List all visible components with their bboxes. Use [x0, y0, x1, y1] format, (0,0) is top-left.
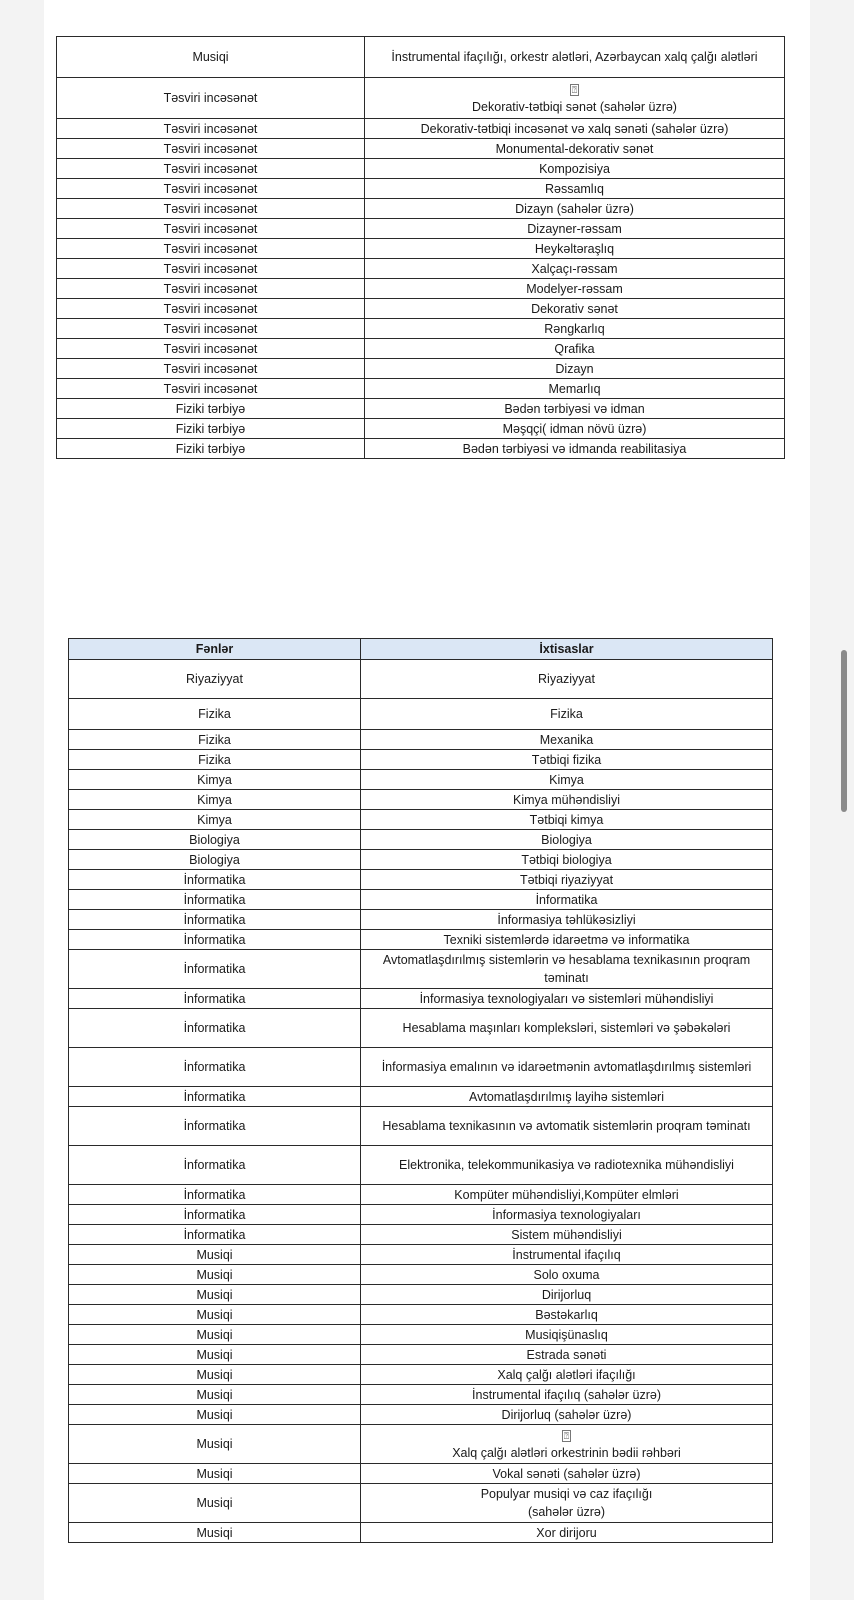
subject-cell: Təsviri incəsənət	[57, 299, 365, 319]
table-row	[69, 1405, 773, 1425]
specialty-cell: Fizika	[361, 699, 773, 730]
table-row	[57, 37, 785, 78]
table-row	[57, 259, 785, 279]
subjects-specialties-table	[68, 638, 773, 1543]
specialty-cell: İnformatika	[361, 890, 773, 910]
specialty-cell: Riyaziyyat	[361, 660, 773, 699]
subject-cell: Təsviri incəsənət	[57, 339, 365, 359]
subject-cell: Təsviri incəsənət	[57, 159, 365, 179]
specialty-cell: Vokal sənəti (sahələr üzrə)	[361, 1464, 773, 1484]
table-row	[69, 950, 773, 989]
table-row	[69, 870, 773, 890]
specialty-cell: Solo oxuma	[361, 1265, 773, 1285]
table-row	[57, 299, 785, 319]
specialty-cell: İnformasiya texnologiyaları və sistemləri mühəndisliyi	[361, 989, 773, 1009]
column-header-subjects: Fənlər	[69, 639, 361, 660]
table-row	[57, 159, 785, 179]
subject-cell: Təsviri incəsənət	[57, 139, 365, 159]
specialty-cell: Musiqişünaslıq	[361, 1325, 773, 1345]
specialty-cell: Rəngkarlıq	[365, 319, 785, 339]
specialty-cell: Monumental-dekorativ sənət	[365, 139, 785, 159]
table-row	[69, 1425, 773, 1464]
specialty-cell: İnformasiya texnologiyaları	[361, 1205, 773, 1225]
specialty-cell: Kompüter mühəndisliyi,Kompüter elmləri	[361, 1185, 773, 1205]
specialty-cell: Dirijorluq	[361, 1285, 773, 1305]
table-row	[57, 379, 785, 399]
specialty-cell: Tətbiqi fizika	[361, 750, 773, 770]
subject-cell: Təsviri incəsənət	[57, 179, 365, 199]
subject-cell: Fiziki tərbiyə	[57, 419, 365, 439]
table-row	[69, 1325, 773, 1345]
subject-cell: İnformatika	[69, 1225, 361, 1245]
table-row	[69, 1087, 773, 1107]
subject-cell: Təsviri incəsənət	[57, 319, 365, 339]
specialty-cell: Mexanika	[361, 730, 773, 750]
subject-cell: Təsviri incəsənət	[57, 279, 365, 299]
table-row	[69, 930, 773, 950]
specialty-cell: Kimya	[361, 770, 773, 790]
specialty-cell: Hesablama maşınları kompleksləri, sistemləri və şəbəkələri	[361, 1009, 773, 1048]
missing-glyph-icon: ⍰	[563, 1431, 570, 1441]
specialty-cell: Populyar musiqi və caz ifaçılığı (sahələr üzrə)	[361, 1484, 773, 1523]
specialty-cell: Elektronika, telekommunikasiya və radiotexnika mühəndisliyi	[361, 1146, 773, 1185]
specialty-cell: Modelyer-rəssam	[365, 279, 785, 299]
subject-cell: Riyaziyyat	[69, 660, 361, 699]
specialty-cell: Hesablama texnikasının və avtomatik sistemlərin proqram təminatı	[361, 1107, 773, 1146]
specialty-cell: Dirijorluq (sahələr üzrə)	[361, 1405, 773, 1425]
table-row	[57, 319, 785, 339]
table-row	[57, 219, 785, 239]
specialty-cell: Heykəltəraşlıq	[365, 239, 785, 259]
table-row	[57, 439, 785, 459]
specialty-cell: Dizayn (sahələr üzrə)	[365, 199, 785, 219]
subject-cell: Musiqi	[69, 1305, 361, 1325]
subject-cell: Fizika	[69, 730, 361, 750]
specialty-cell: Xalçaçı-rəssam	[365, 259, 785, 279]
table-row	[57, 199, 785, 219]
table-row	[69, 1245, 773, 1265]
subject-cell: Musiqi	[69, 1523, 361, 1543]
table-row	[69, 790, 773, 810]
subject-cell: Fiziki tərbiyə	[57, 439, 365, 459]
column-header-specialties: İxtisaslar	[361, 639, 773, 660]
table-row	[69, 1464, 773, 1484]
specialty-cell: Sistem mühəndisliyi	[361, 1225, 773, 1245]
specialty-cell: Rəssamlıq	[365, 179, 785, 199]
subject-cell: Təsviri incəsənət	[57, 78, 365, 119]
table-header-row	[69, 639, 773, 660]
subject-cell: Kimya	[69, 770, 361, 790]
table-row	[69, 1205, 773, 1225]
specialty-cell: Biologiya	[361, 830, 773, 850]
table-row	[69, 1107, 773, 1146]
subject-cell: Musiqi	[69, 1405, 361, 1425]
subject-cell: İnformatika	[69, 1048, 361, 1087]
specialty-cell: Texniki sistemlərdə idarəetmə və informatika	[361, 930, 773, 950]
specialty-cell: Tətbiqi riyaziyyat	[361, 870, 773, 890]
subject-cell: İnformatika	[69, 870, 361, 890]
specialty-cell: Avtomatlaşdırılmış layihə sistemləri	[361, 1087, 773, 1107]
specialty-cell: Bəstəkarlıq	[361, 1305, 773, 1325]
subject-cell: Fiziki tərbiyə	[57, 399, 365, 419]
subject-cell: İnformatika	[69, 950, 361, 989]
subject-cell: Təsviri incəsənət	[57, 259, 365, 279]
subject-cell: Təsviri incəsənət	[57, 199, 365, 219]
table-row	[69, 890, 773, 910]
specialty-text: Dekorativ-tətbiqi sənət (sahələr üzrə)	[472, 100, 677, 114]
subject-cell: Təsviri incəsənət	[57, 119, 365, 139]
specialty-cell: Kimya mühəndisliyi	[361, 790, 773, 810]
table-row	[57, 359, 785, 379]
subject-cell: İnformatika	[69, 890, 361, 910]
subject-cell: Təsviri incəsənət	[57, 359, 365, 379]
subject-cell: Biologiya	[69, 830, 361, 850]
specialty-cell: Tətbiqi biologiya	[361, 850, 773, 870]
table-row	[57, 279, 785, 299]
table-row	[69, 1484, 773, 1523]
table-row	[69, 750, 773, 770]
missing-glyph-icon: ⍰	[571, 85, 578, 95]
subject-cell: Musiqi	[69, 1325, 361, 1345]
subject-cell: Musiqi	[69, 1484, 361, 1523]
specialty-cell	[365, 78, 785, 119]
table-row	[69, 1185, 773, 1205]
specialty-cell: Dizayn	[365, 359, 785, 379]
specialty-cell: İnstrumental ifaçılıq	[361, 1245, 773, 1265]
table-row	[57, 339, 785, 359]
specialty-cell: Bədən tərbiyəsi və idmanda reabilitasiya	[365, 439, 785, 459]
table-row	[69, 1523, 773, 1543]
subject-cell: İnformatika	[69, 930, 361, 950]
specialty-cell: İnstrumental ifaçılığı, orkestr alətləri, Azərbaycan xalq çalğı alətləri	[365, 37, 785, 78]
subject-cell: Musiqi	[69, 1345, 361, 1365]
table-row	[57, 78, 785, 119]
table-row	[69, 1285, 773, 1305]
subject-cell: Musiqi	[69, 1425, 361, 1464]
table-row	[69, 830, 773, 850]
subject-cell: Fizika	[69, 699, 361, 730]
subject-cell: Musiqi	[69, 1365, 361, 1385]
subject-cell: Təsviri incəsənət	[57, 379, 365, 399]
specialty-cell: Xalq çalğı alətləri ifaçılığı	[361, 1365, 773, 1385]
table-row	[69, 1048, 773, 1087]
table-row	[69, 1146, 773, 1185]
vertical-scrollbar[interactable]	[841, 650, 847, 812]
table-row	[69, 989, 773, 1009]
table-row	[57, 179, 785, 199]
specialty-cell: Estrada sənəti	[361, 1345, 773, 1365]
specialty-cell: Dizayner-rəssam	[365, 219, 785, 239]
specialty-cell: Kompozisiya	[365, 159, 785, 179]
subject-cell: İnformatika	[69, 1107, 361, 1146]
subject-cell: Musiqi	[69, 1285, 361, 1305]
subject-cell: Musiqi	[69, 1385, 361, 1405]
specialty-cell: Xor dirijoru	[361, 1523, 773, 1543]
subject-cell: Musiqi	[69, 1245, 361, 1265]
table-row	[57, 419, 785, 439]
specialty-cell: Qrafika	[365, 339, 785, 359]
specialty-cell: Memarlıq	[365, 379, 785, 399]
specialty-cell: İnformasiya təhlükəsizliyi	[361, 910, 773, 930]
subject-cell: İnformatika	[69, 1146, 361, 1185]
table-row	[69, 1225, 773, 1245]
subject-cell: Musiqi	[57, 37, 365, 78]
specialty-cell: Dekorativ-tətbiqi incəsənət və xalq sənəti (sahələr üzrə)	[365, 119, 785, 139]
subject-cell: İnformatika	[69, 910, 361, 930]
specialty-text: Xalq çalğı alətləri orkestrinin bədii rəhbəri	[452, 1446, 681, 1460]
table-row	[57, 239, 785, 259]
table-row	[69, 1305, 773, 1325]
table-row	[69, 699, 773, 730]
table-row	[57, 399, 785, 419]
specialty-cell: İnformasiya emalının və idarəetmənin avtomatlaşdırılmış sistemləri	[361, 1048, 773, 1087]
table-row	[69, 850, 773, 870]
subject-cell: İnformatika	[69, 1087, 361, 1107]
subject-cell: Kimya	[69, 790, 361, 810]
subject-cell: Biologiya	[69, 850, 361, 870]
specialty-cell: Tətbiqi kimya	[361, 810, 773, 830]
table-row	[69, 1385, 773, 1405]
subject-cell: Musiqi	[69, 1464, 361, 1484]
table-row	[57, 119, 785, 139]
subjects-specialties-table-continued	[56, 36, 785, 459]
subject-cell: İnformatika	[69, 989, 361, 1009]
table-row	[69, 730, 773, 750]
subject-cell: Kimya	[69, 810, 361, 830]
table-row	[69, 1009, 773, 1048]
table-row	[69, 1365, 773, 1385]
subject-cell: Təsviri incəsənət	[57, 219, 365, 239]
subject-cell: Təsviri incəsənət	[57, 239, 365, 259]
specialty-cell: İnstrumental ifaçılıq (sahələr üzrə)	[361, 1385, 773, 1405]
specialty-cell: Bədən tərbiyəsi və idman	[365, 399, 785, 419]
table-row	[69, 770, 773, 790]
specialty-cell: Avtomatlaşdırılmış sistemlərin və hesablama texnikasının proqram təminatı	[361, 950, 773, 989]
table-row	[69, 660, 773, 699]
specialty-cell: Dekorativ sənət	[365, 299, 785, 319]
table-row	[69, 1345, 773, 1365]
table-row	[69, 910, 773, 930]
subject-cell: İnformatika	[69, 1185, 361, 1205]
specialty-cell: Məşqçi( idman növü üzrə)	[365, 419, 785, 439]
subject-cell: İnformatika	[69, 1009, 361, 1048]
subject-cell: Fizika	[69, 750, 361, 770]
subject-cell: İnformatika	[69, 1205, 361, 1225]
specialty-cell	[361, 1425, 773, 1464]
subject-cell: Musiqi	[69, 1265, 361, 1285]
table-row	[69, 1265, 773, 1285]
table-row	[69, 810, 773, 830]
table-row	[57, 139, 785, 159]
